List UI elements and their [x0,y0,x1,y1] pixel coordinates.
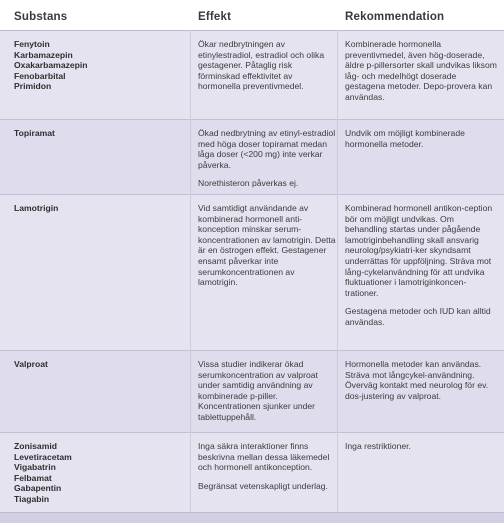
effect-text: Ökar nedbrytningen av etinylestradiol, estradiol och olika gestagener. Påtaglig risk förminskad effektivitet av hormonella preventivmedel. [198,39,325,92]
substance-name: Valproat [14,359,48,369]
recommendation-text: Gestagena metoder och IUD kan alltid användas. [345,306,491,327]
substance-name: Fenobarbital [14,70,66,81]
substance-cell [14,39,184,92]
substance-name: Zonisamid [14,441,57,451]
substance-name: Levetiracetam [14,451,72,462]
recommendation-text: Kombinerade hormonella preventivmedel, även hög-doserade, äldre p-pillersorter skall undvikas liksom låg- och medelhögt doserade gestagena metoder. Depo-provera kan användas. [345,39,497,102]
column-divider [190,30,191,514]
substance-name: Karbamazepin [14,49,73,60]
recommendation-cell [345,441,497,452]
substance-name: Felbamat [14,472,52,483]
substance-name: Lamotrigin [14,203,59,213]
recommendation-cell [345,39,497,103]
table-row [0,195,504,351]
recommendation-text: Inga restriktioner. [345,441,411,451]
header-effect: Effekt [198,11,232,23]
recommendation-text: Hormonella metoder kan användas. Sträva mot långcykel-användning. Överväg kontakt med neurolog för ev. dos-justering av valproat. [345,359,489,401]
table-row [0,120,504,195]
table-footer-band [0,512,504,523]
substance-name: Gabapentin [14,483,62,494]
substance-cell [14,203,184,214]
table-row [0,31,504,120]
effect-text: Vid samtidigt användande av kombinerad hormonell anti-konception minskar serum-koncentrationen av lamotrigin. Detta är en östrogen effekt. Gestagener ensamt påverkar inte serumkoncentrationen av lamotrigin. [198,203,336,288]
effect-cell [198,203,336,288]
column-divider [337,30,338,514]
substance-cell [14,441,184,505]
table-header [0,0,504,31]
effect-cell [198,39,336,92]
effect-text: Begränsat vetenskapligt underlag. [198,480,328,491]
substance-name: Vigabatrin [14,462,56,473]
substance-cell [14,359,184,370]
substance-name: Tiagabin [14,493,50,504]
effect-cell [198,359,336,423]
substance-name: Oxakarbamazepin [14,60,88,71]
substance-name: Primidon [14,81,52,92]
substance-name: Fenytoin [14,39,50,49]
recommendation-cell [345,128,497,149]
recommendation-text: Undvik om möjligt kombinerade hormonella metoder. [345,128,465,149]
effect-text: Ökad nedbrytning av etinyl-estradiol med höga doser topiramat medan låga doser (<200 mg) inte verkar påverka. [198,128,336,170]
recommendation-cell [345,203,497,328]
effect-cell [198,128,336,189]
recommendation-text: Kombinerad hormonell antikon-ception bör om möjligt undvikas. Om behandling startas under pågående lamotriginbehandling skall ansvarig neurolog/psykiatri-ker skyndsamt underrättas för uppföljning. Sträva mot lång-cykelanvändning för att undvika fluktuationer i lamotriginkoncen-trationer. [345,203,493,298]
recommendation-cell [345,359,497,401]
substance-cell [14,128,184,139]
header-recommendation: Rekommendation [345,11,445,23]
substance-name: Topiramat [14,128,55,138]
effect-text: Norethisteron påverkas ej. [198,178,299,189]
effect-text: Inga säkra interaktioner finns beskrivna mellan dessa läkemedel och hormonell antikonception. [198,441,330,473]
effect-text: Vissa studier indikerar ökad serumkoncentration av valproat under samtidig användning av kombinerade p-piller. Koncentrationen sjunker under tablettuppehåll. [198,359,318,422]
table-row [0,433,504,513]
effect-cell [198,441,336,491]
header-substance: Substans [14,11,68,23]
table-row [0,351,504,433]
